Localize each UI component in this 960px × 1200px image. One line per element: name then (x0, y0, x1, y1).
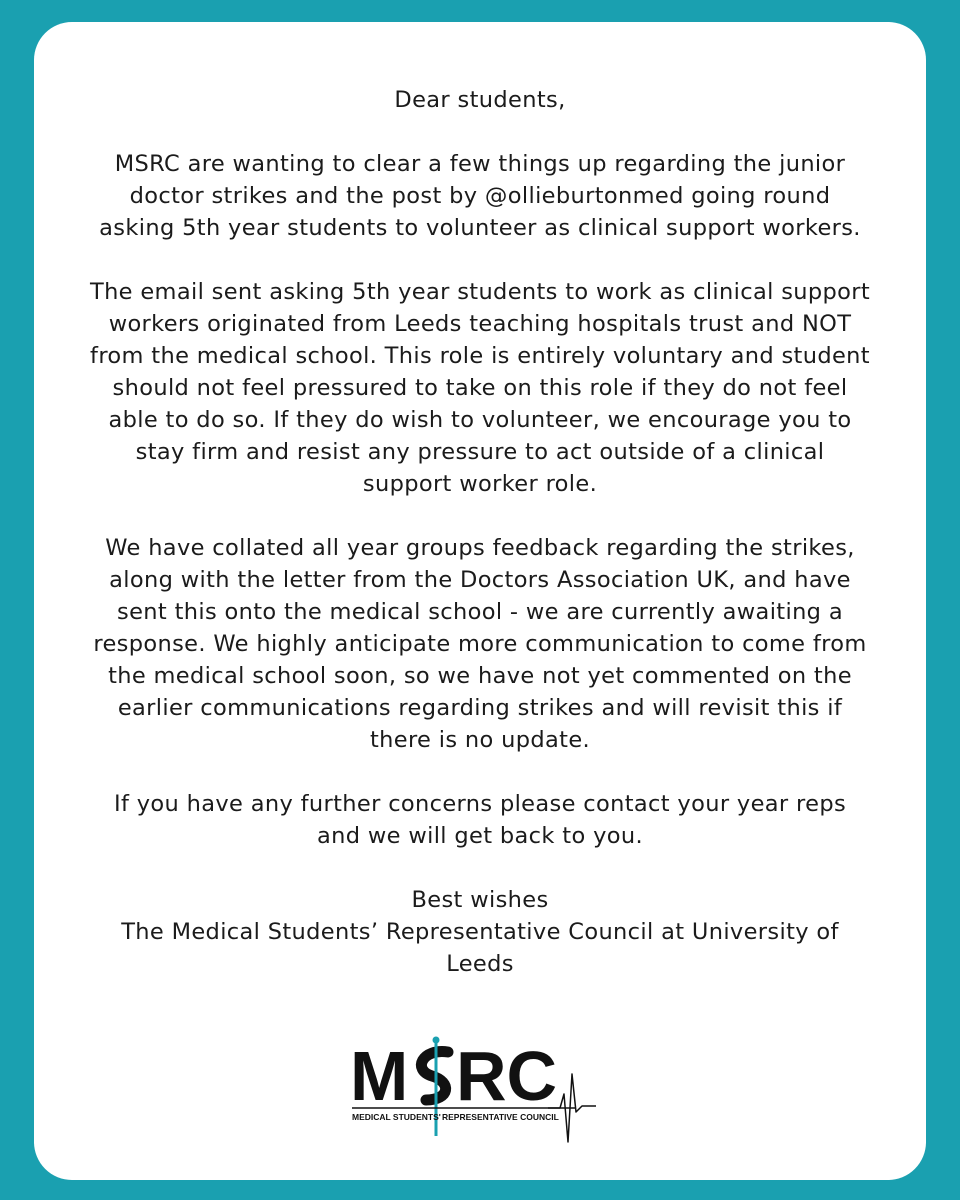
paragraph-4 (84, 788, 876, 852)
paragraph-line: from the medical school. This role is entirely voluntary and student (90, 343, 870, 369)
logo-subtitle-right: REPRESENTATIVE COUNCIL (442, 1112, 559, 1122)
msrc-logo-graphic (348, 1034, 598, 1154)
logo-wordmark-right: RC (456, 1037, 558, 1115)
paragraph-line: MSRC are wanting to clear a few things up regarding the junior (114, 151, 846, 177)
paragraph-line: The email sent asking 5th year students to work as clinical support (89, 279, 871, 305)
paragraph-line: If you have any further concerns please contact your year reps (113, 791, 847, 817)
paragraph-line: sent this onto the medical school - we are currently awaiting a (117, 599, 843, 625)
paragraph-line: earlier communications regarding strikes and will revisit this if (117, 695, 843, 721)
paragraph-1 (84, 148, 876, 244)
logo-subtitle-left: MEDICAL STUDENTS' (352, 1112, 441, 1122)
paragraph-line: should not feel pressured to take on this role if they do not feel (112, 375, 848, 401)
greeting (84, 84, 876, 116)
paragraph-line: able to do so. If they do wish to volunteer, we encourage you to (108, 407, 852, 433)
signoff-line: Leeds (446, 951, 514, 977)
paragraph-line: workers originated from Leeds teaching hospitals trust and NOT (108, 311, 852, 337)
paragraph-line: We have collated all year groups feedback regarding the strikes, (105, 535, 855, 561)
letter-body (84, 84, 876, 980)
paragraph-line: stay firm and resist any pressure to act outside of a clinical (135, 439, 825, 465)
paragraph-line: response. We highly anticipate more communication to come from (93, 631, 867, 657)
paragraph-line: support worker role. (362, 471, 598, 497)
logo-wordmark-left: M (350, 1037, 409, 1115)
signoff (84, 884, 876, 980)
paragraph-line: doctor strikes and the post by @ollieburtonmed going round (129, 183, 831, 209)
letter-card (34, 22, 926, 1180)
paragraph-line: and we will get back to you. (317, 823, 643, 849)
greeting-line: Dear students, (394, 87, 566, 113)
paragraph-2 (84, 276, 876, 500)
msrc-logo (348, 1034, 598, 1154)
paragraph-3 (84, 532, 876, 756)
paragraph-line: the medical school soon, so we have not yet commented on the (108, 663, 852, 689)
signoff-line: Best wishes (411, 887, 549, 913)
paragraph-line: asking 5th year students to volunteer as clinical support workers. (99, 215, 861, 241)
signoff-line: The Medical Students’ Representative Council at University of (121, 919, 839, 945)
paragraph-line: there is no update. (369, 727, 591, 753)
paragraph-line: along with the letter from the Doctors Association UK, and have (109, 567, 851, 593)
